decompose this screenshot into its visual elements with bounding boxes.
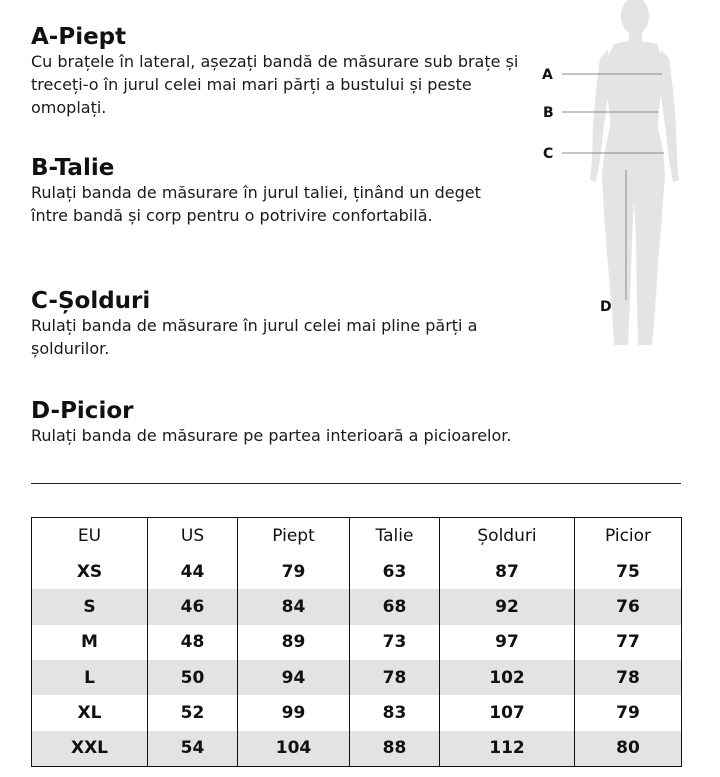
- cell-us: 44: [148, 554, 238, 589]
- cell-chest: 104: [238, 731, 350, 767]
- cell-eu: L: [32, 660, 148, 695]
- section-waist-text: Rulați banda de măsurare în jurul taliei, ținând un deget între bandă și corp pentru o potrivire confortabilă.: [31, 183, 481, 225]
- section-hips-text: Rulați banda de măsurare în jurul celei mai pline părți a șoldurilor.: [31, 316, 478, 358]
- cell-leg: 75: [575, 554, 682, 589]
- cell-chest: 94: [238, 660, 350, 695]
- cell-us: 46: [148, 589, 238, 624]
- table-row: [32, 625, 682, 660]
- cell-waist: 78: [350, 660, 440, 695]
- section-leg-text: Rulați banda de măsurare pe partea interioară a picioarelor.: [31, 426, 512, 445]
- cell-hips: 102: [440, 660, 575, 695]
- header-chest: Piept: [238, 518, 350, 555]
- cell-leg: 76: [575, 589, 682, 624]
- cell-leg: 78: [575, 660, 682, 695]
- section-hips-title: C-Șolduri: [31, 288, 151, 314]
- header-hips: Șolduri: [440, 518, 575, 555]
- cell-waist: 68: [350, 589, 440, 624]
- cell-hips: 92: [440, 589, 575, 624]
- cell-waist: 73: [350, 625, 440, 660]
- size-table: [31, 517, 682, 767]
- cell-eu: XS: [32, 554, 148, 589]
- cell-us: 54: [148, 731, 238, 767]
- marker-a: A: [542, 67, 553, 83]
- cell-leg: 79: [575, 695, 682, 730]
- cell-hips: 97: [440, 625, 575, 660]
- section-hips: [31, 288, 521, 360]
- body-silhouette: [590, 0, 679, 345]
- cell-us: 48: [148, 625, 238, 660]
- section-chest: [31, 24, 521, 119]
- cell-hips: 112: [440, 731, 575, 767]
- marker-d: D: [600, 299, 612, 315]
- cell-leg: 80: [575, 731, 682, 767]
- table-row: [32, 731, 682, 767]
- section-leg: [31, 398, 651, 447]
- header-eu: EU: [32, 518, 148, 555]
- header-us: US: [148, 518, 238, 555]
- table-row: [32, 589, 682, 624]
- body-silhouette-figure: [530, 0, 690, 355]
- cell-hips: 87: [440, 554, 575, 589]
- cell-chest: 84: [238, 589, 350, 624]
- cell-eu: XXL: [32, 731, 148, 767]
- cell-chest: 89: [238, 625, 350, 660]
- cell-us: 52: [148, 695, 238, 730]
- cell-chest: 79: [238, 554, 350, 589]
- cell-eu: M: [32, 625, 148, 660]
- section-chest-title: A-Piept: [31, 24, 127, 50]
- section-chest-text: Cu brațele în lateral, așezați bandă de măsurare sub brațe și treceți-o în jurul celei mai mari părți a bustului și peste omoplați.: [31, 52, 519, 117]
- cell-waist: 63: [350, 554, 440, 589]
- cell-waist: 83: [350, 695, 440, 730]
- table-row: [32, 554, 682, 589]
- table-header-row: [32, 518, 682, 555]
- section-waist: [31, 155, 521, 227]
- cell-leg: 77: [575, 625, 682, 660]
- cell-eu: XL: [32, 695, 148, 730]
- table-row: [32, 695, 682, 730]
- section-waist-title: B-Talie: [31, 155, 115, 181]
- header-leg: Picior: [575, 518, 682, 555]
- cell-eu: S: [32, 589, 148, 624]
- section-leg-title: D-Picior: [31, 398, 134, 424]
- cell-waist: 88: [350, 731, 440, 767]
- marker-c: C: [543, 146, 554, 162]
- marker-b: B: [543, 105, 554, 121]
- table-row: [32, 660, 682, 695]
- cell-us: 50: [148, 660, 238, 695]
- cell-chest: 99: [238, 695, 350, 730]
- header-waist: Talie: [350, 518, 440, 555]
- cell-hips: 107: [440, 695, 575, 730]
- section-divider: [31, 483, 681, 484]
